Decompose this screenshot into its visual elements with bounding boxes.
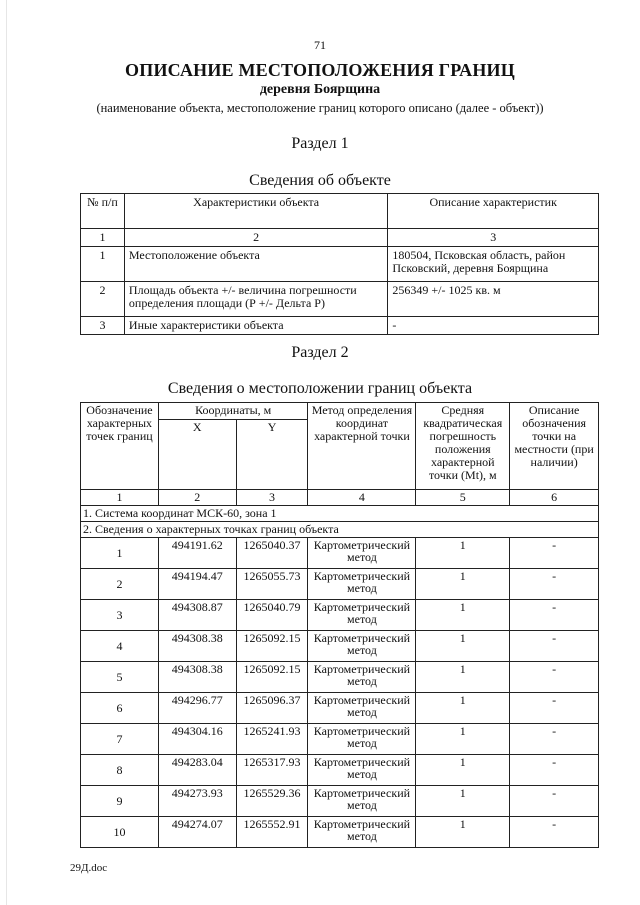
point-method xyxy=(308,817,416,848)
point-x: 494273.93 xyxy=(158,786,236,817)
point-number: 6 xyxy=(81,693,159,724)
colnum: 6 xyxy=(510,490,599,506)
point-y: 1265055.73 xyxy=(236,569,308,600)
point-y: 1265241.93 xyxy=(236,724,308,755)
table-row xyxy=(81,600,599,631)
point-marking: - xyxy=(510,538,599,569)
row-num: 3 xyxy=(81,317,125,335)
point-error: 1 xyxy=(416,600,510,631)
point-method xyxy=(308,693,416,724)
table-row xyxy=(81,247,599,282)
point-x: 494283.04 xyxy=(158,755,236,786)
method-line: Картометрический xyxy=(313,569,411,583)
point-marking: - xyxy=(510,755,599,786)
row-characteristic: Площадь объекта +/- величина погрешности определения площади (Р +/- Дельта Р) xyxy=(124,282,387,317)
method-line: метод xyxy=(347,674,377,688)
table-row xyxy=(81,786,599,817)
row-description: - xyxy=(388,317,599,335)
header-marking: Описание обозначения точки на местности (при наличии) xyxy=(510,403,599,490)
colnum: 3 xyxy=(236,490,308,506)
point-marking: - xyxy=(510,693,599,724)
coordinate-system: 1. Система координат МСК-60, зона 1 xyxy=(81,506,599,522)
colnum: 3 xyxy=(388,229,599,247)
method-line: метод xyxy=(347,798,377,812)
header-y: Y xyxy=(236,420,308,490)
boundary-points-table xyxy=(80,402,599,848)
point-method xyxy=(308,569,416,600)
page-title: ОПИСАНИЕ МЕСТОПОЛОЖЕНИЯ ГРАНИЦ xyxy=(125,60,515,80)
point-error: 1 xyxy=(416,693,510,724)
point-marking: - xyxy=(510,724,599,755)
row-characteristic: Иные характеристики объекта xyxy=(124,317,387,335)
point-error: 1 xyxy=(416,786,510,817)
point-marking: - xyxy=(510,662,599,693)
section1-heading: Раздел 1 xyxy=(291,135,349,152)
method-line: Картометрический xyxy=(313,600,411,614)
method-line: Картометрический xyxy=(313,817,411,831)
column-number-row xyxy=(81,490,599,506)
object-name: деревня Боярщина xyxy=(259,82,381,97)
method-line: Картометрический xyxy=(313,786,411,800)
section1-subheading: Сведения об объекте xyxy=(249,172,391,189)
table-row xyxy=(81,282,599,317)
colnum: 1 xyxy=(81,229,125,247)
method-line: метод xyxy=(347,612,377,626)
colnum: 2 xyxy=(124,229,387,247)
colnum: 1 xyxy=(81,490,159,506)
header-method: Метод определения координат характерной точки xyxy=(308,403,416,490)
header-designation: Обозначение характерных точек границ xyxy=(81,403,159,490)
section2-heading: Раздел 2 xyxy=(291,344,349,361)
header-x: X xyxy=(158,420,236,490)
method-line: метод xyxy=(347,550,377,564)
point-error: 1 xyxy=(416,662,510,693)
row-num: 2 xyxy=(81,282,125,317)
header-error: Средняя квадратическая погрешность положения характерной точки (Mt), м xyxy=(416,403,510,490)
row-description: 180504, Псковская область, район Псковский, деревня Боярщина xyxy=(388,247,599,282)
point-y: 1265040.79 xyxy=(236,600,308,631)
point-method xyxy=(308,631,416,662)
method-line: метод xyxy=(347,705,377,719)
method-line: Картометрический xyxy=(313,538,411,552)
point-y: 1265092.15 xyxy=(236,631,308,662)
table-row xyxy=(81,538,599,569)
point-error: 1 xyxy=(416,569,510,600)
method-line: Картометрический xyxy=(313,755,411,769)
point-error: 1 xyxy=(416,817,510,848)
point-x: 494296.77 xyxy=(158,693,236,724)
point-method xyxy=(308,786,416,817)
table-row xyxy=(81,755,599,786)
point-number: 3 xyxy=(81,600,159,631)
point-method xyxy=(308,724,416,755)
table-row xyxy=(81,569,599,600)
point-error: 1 xyxy=(416,755,510,786)
point-error: 1 xyxy=(416,538,510,569)
table-row xyxy=(81,631,599,662)
point-number: 10 xyxy=(81,817,159,848)
point-number: 7 xyxy=(81,724,159,755)
point-y: 1265552.91 xyxy=(236,817,308,848)
point-number: 1 xyxy=(81,538,159,569)
method-line: метод xyxy=(347,643,377,657)
point-x: 494304.16 xyxy=(158,724,236,755)
point-y: 1265529.36 xyxy=(236,786,308,817)
point-marking: - xyxy=(510,786,599,817)
table-header-row xyxy=(81,403,599,420)
point-x: 494308.87 xyxy=(158,600,236,631)
table-row xyxy=(81,693,599,724)
section2-subheading: Сведения о местоположении границ объекта xyxy=(167,380,473,397)
header-num: № п/п xyxy=(81,194,125,229)
point-method xyxy=(308,538,416,569)
row-num: 1 xyxy=(81,247,125,282)
point-x: 494194.47 xyxy=(158,569,236,600)
method-line: метод xyxy=(347,581,377,595)
point-x: 494308.38 xyxy=(158,662,236,693)
colnum: 2 xyxy=(158,490,236,506)
point-number: 9 xyxy=(81,786,159,817)
point-error: 1 xyxy=(416,724,510,755)
method-line: Картометрический xyxy=(313,631,411,645)
file-name: 29Д.doc xyxy=(70,862,108,874)
point-number: 8 xyxy=(81,755,159,786)
point-marking: - xyxy=(510,600,599,631)
method-line: Картометрический xyxy=(313,662,411,676)
point-method xyxy=(308,600,416,631)
table-row xyxy=(81,662,599,693)
points-section-title: 2. Сведения о характерных точках границ объекта xyxy=(81,522,599,538)
point-marking: - xyxy=(510,817,599,848)
coordinate-system-row xyxy=(81,506,599,522)
point-y: 1265040.37 xyxy=(236,538,308,569)
point-error: 1 xyxy=(416,631,510,662)
method-line: метод xyxy=(347,829,377,843)
header-description: Описание характеристик xyxy=(388,194,599,229)
point-x: 494191.62 xyxy=(158,538,236,569)
point-y: 1265092.15 xyxy=(236,662,308,693)
table-row xyxy=(81,817,599,848)
point-marking: - xyxy=(510,569,599,600)
point-number: 2 xyxy=(81,569,159,600)
point-y: 1265317.93 xyxy=(236,755,308,786)
point-number: 5 xyxy=(81,662,159,693)
object-info-table xyxy=(80,193,599,335)
colnum: 5 xyxy=(416,490,510,506)
points-section-row xyxy=(81,522,599,538)
page-number: 71 xyxy=(314,38,326,52)
row-description: 256349 +/- 1025 кв. м xyxy=(388,282,599,317)
point-method xyxy=(308,662,416,693)
method-line: Картометрический xyxy=(313,693,411,707)
point-x: 494308.38 xyxy=(158,631,236,662)
point-x: 494274.07 xyxy=(158,817,236,848)
method-line: метод xyxy=(347,767,377,781)
points-body xyxy=(81,538,599,848)
point-method xyxy=(308,755,416,786)
row-characteristic: Местоположение объекта xyxy=(124,247,387,282)
method-line: Картометрический xyxy=(313,724,411,738)
colnum: 4 xyxy=(308,490,416,506)
column-number-row xyxy=(81,229,599,247)
table-header-row xyxy=(81,194,599,229)
point-marking: - xyxy=(510,631,599,662)
object-note: (наименование объекта, местоположение границ которого описано (далее - объект)) xyxy=(96,101,544,115)
table-row xyxy=(81,317,599,335)
header-coordinates: Координаты, м xyxy=(158,403,308,420)
point-y: 1265096.37 xyxy=(236,693,308,724)
table-row xyxy=(81,724,599,755)
point-number: 4 xyxy=(81,631,159,662)
method-line: метод xyxy=(347,736,377,750)
header-characteristic: Характеристики объекта xyxy=(124,194,387,229)
